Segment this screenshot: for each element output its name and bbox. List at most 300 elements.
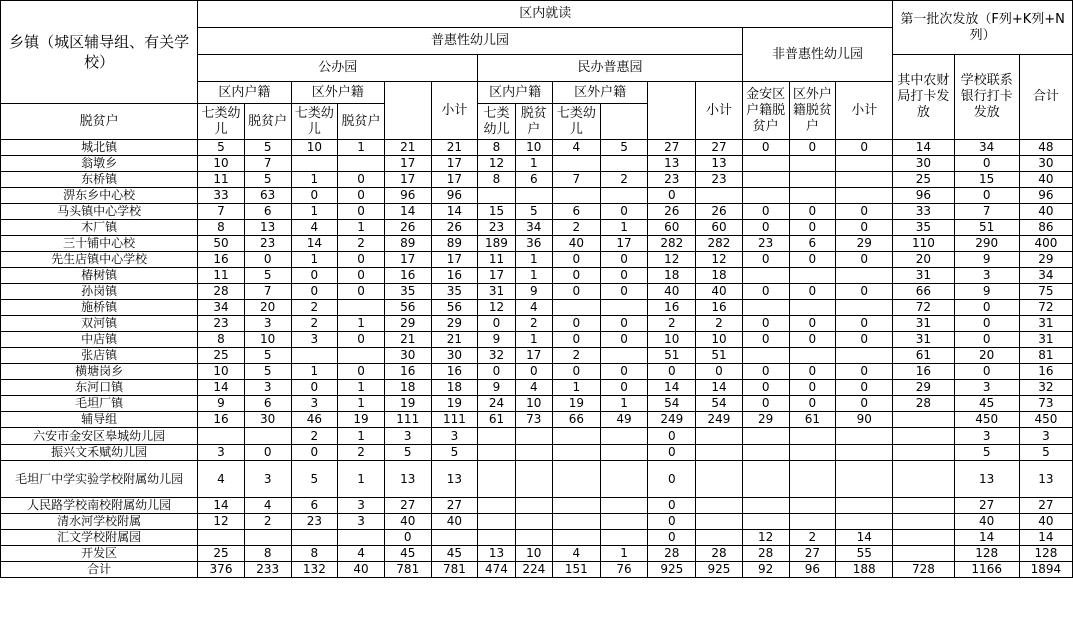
table-cell: 0 bbox=[696, 364, 743, 380]
table-cell: 1 bbox=[338, 380, 385, 396]
table-cell: 9 bbox=[478, 332, 515, 348]
table-cell: 2 bbox=[244, 514, 291, 530]
table-cell bbox=[836, 514, 893, 530]
table-cell bbox=[552, 530, 600, 546]
table-cell: 26 bbox=[696, 204, 743, 220]
table-cell: 11 bbox=[198, 172, 245, 188]
table-cell: 0 bbox=[789, 380, 836, 396]
table-row bbox=[1, 530, 1073, 546]
table-cell: 7 bbox=[198, 204, 245, 220]
table-cell: 0 bbox=[836, 252, 893, 268]
table-cell: 72 bbox=[893, 300, 954, 316]
table-cell: 7 bbox=[244, 284, 291, 300]
table-row bbox=[1, 498, 1073, 514]
header-bank-school: 学校联系银行打卡发放 bbox=[954, 55, 1019, 140]
table-cell: 25 bbox=[893, 172, 954, 188]
table-cell: 86 bbox=[1019, 220, 1072, 236]
table-cell: 0 bbox=[338, 364, 385, 380]
table-cell: 0 bbox=[648, 188, 696, 204]
table-cell: 46 bbox=[291, 412, 338, 428]
table-cell: 16 bbox=[384, 364, 431, 380]
table-cell: 3 bbox=[338, 498, 385, 514]
table-cell: 8 bbox=[198, 332, 245, 348]
table-cell bbox=[789, 461, 836, 498]
header-first-batch: 第一批次发放（F列+K列+N列） bbox=[893, 1, 1073, 55]
table-cell bbox=[515, 428, 552, 445]
table-cell: 4 bbox=[198, 461, 245, 498]
table-cell: 23 bbox=[478, 220, 515, 236]
table-cell: 34 bbox=[198, 300, 245, 316]
table-cell: 16 bbox=[648, 300, 696, 316]
table-cell: 21 bbox=[384, 332, 431, 348]
table-cell bbox=[478, 445, 515, 461]
header-private-outside-poverty: 脱贫户 bbox=[515, 104, 552, 140]
table-cell bbox=[893, 546, 954, 562]
table-cell: 0 bbox=[954, 332, 1019, 348]
table-cell: 0 bbox=[742, 316, 789, 332]
table-cell: 1 bbox=[515, 156, 552, 172]
table-cell: 60 bbox=[648, 220, 696, 236]
table-cell: 0 bbox=[291, 268, 338, 284]
table-cell: 16 bbox=[893, 364, 954, 380]
table-cell: 0 bbox=[648, 445, 696, 461]
table-cell: 13 bbox=[954, 461, 1019, 498]
table-cell: 31 bbox=[893, 332, 954, 348]
header-private: 民办普惠园 bbox=[478, 55, 743, 82]
table-cell: 10 bbox=[696, 332, 743, 348]
row-name: 清水河学校附属 bbox=[1, 514, 198, 530]
table-cell: 34 bbox=[515, 220, 552, 236]
table-cell bbox=[696, 461, 743, 498]
header-public-outside: 区外户籍 bbox=[291, 82, 384, 104]
table-row bbox=[1, 268, 1073, 284]
table-cell: 3 bbox=[244, 316, 291, 332]
table-cell: 51 bbox=[954, 220, 1019, 236]
header-non-puhui: 非普惠性幼儿园 bbox=[742, 28, 892, 82]
table-row bbox=[1, 236, 1073, 252]
table-cell: 0 bbox=[954, 156, 1019, 172]
table-cell: 73 bbox=[515, 412, 552, 428]
table-cell bbox=[244, 428, 291, 445]
table-cell: 34 bbox=[1019, 268, 1072, 284]
table-cell bbox=[836, 428, 893, 445]
table-cell bbox=[742, 300, 789, 316]
table-cell bbox=[338, 300, 385, 316]
table-cell: 0 bbox=[648, 461, 696, 498]
row-name: 木厂镇 bbox=[1, 220, 198, 236]
table-cell: 0 bbox=[836, 380, 893, 396]
table-cell: 17 bbox=[431, 172, 478, 188]
table-row bbox=[1, 284, 1073, 300]
table-cell: 3 bbox=[431, 428, 478, 445]
table-cell: 40 bbox=[1019, 172, 1072, 188]
table-cell: 0 bbox=[338, 268, 385, 284]
table-row bbox=[1, 364, 1073, 380]
header-public-local-seven: 七类幼儿 bbox=[198, 104, 245, 140]
row-name: 开发区 bbox=[1, 546, 198, 562]
row-name: 毛坦厂镇 bbox=[1, 396, 198, 412]
table-cell: 11 bbox=[478, 252, 515, 268]
table-cell: 4 bbox=[552, 546, 600, 562]
table-cell: 14 bbox=[1019, 530, 1072, 546]
table-cell: 0 bbox=[742, 220, 789, 236]
table-cell: 49 bbox=[600, 412, 648, 428]
table-cell bbox=[552, 498, 600, 514]
table-row bbox=[1, 204, 1073, 220]
table-cell: 0 bbox=[648, 364, 696, 380]
table-cell: 19 bbox=[384, 396, 431, 412]
table-cell bbox=[478, 188, 515, 204]
table-cell: 33 bbox=[893, 204, 954, 220]
table-cell: 16 bbox=[696, 300, 743, 316]
table-cell bbox=[836, 172, 893, 188]
table-cell: 0 bbox=[600, 380, 648, 396]
table-cell: 25 bbox=[198, 348, 245, 364]
table-cell: 781 bbox=[431, 562, 478, 578]
table-cell: 40 bbox=[696, 284, 743, 300]
table-cell: 400 bbox=[1019, 236, 1072, 252]
table-cell: 450 bbox=[1019, 412, 1072, 428]
table-cell bbox=[893, 530, 954, 546]
table-cell bbox=[515, 461, 552, 498]
table-cell: 18 bbox=[648, 268, 696, 284]
table-cell: 0 bbox=[836, 140, 893, 156]
row-name: 中店镇 bbox=[1, 332, 198, 348]
table-cell: 111 bbox=[431, 412, 478, 428]
table-cell: 3 bbox=[954, 268, 1019, 284]
table-cell: 0 bbox=[600, 316, 648, 332]
table-cell bbox=[244, 530, 291, 546]
table-cell: 1 bbox=[600, 546, 648, 562]
header-puhui: 普惠性幼儿园 bbox=[198, 28, 743, 55]
row-name: 三十铺中心校 bbox=[1, 236, 198, 252]
table-cell: 14 bbox=[198, 380, 245, 396]
header-outside-poverty: 区外户籍脱贫户 bbox=[789, 82, 836, 140]
table-cell bbox=[552, 188, 600, 204]
table-cell: 0 bbox=[515, 364, 552, 380]
table-cell: 1166 bbox=[954, 562, 1019, 578]
table-cell: 92 bbox=[742, 562, 789, 578]
table-cell: 0 bbox=[836, 332, 893, 348]
table-cell: 45 bbox=[384, 546, 431, 562]
table-cell: 96 bbox=[789, 562, 836, 578]
table-cell: 16 bbox=[431, 268, 478, 284]
table-cell: 30 bbox=[244, 412, 291, 428]
table-cell: 9 bbox=[515, 284, 552, 300]
table-cell bbox=[291, 348, 338, 364]
table-cell: 7 bbox=[552, 172, 600, 188]
table-cell: 0 bbox=[338, 252, 385, 268]
table-cell: 20 bbox=[893, 252, 954, 268]
table-cell: 1 bbox=[515, 252, 552, 268]
table-cell: 4 bbox=[244, 498, 291, 514]
table-cell: 14 bbox=[954, 530, 1019, 546]
table-cell bbox=[552, 461, 600, 498]
table-cell: 0 bbox=[338, 172, 385, 188]
table-cell: 188 bbox=[836, 562, 893, 578]
table-cell: 2 bbox=[291, 316, 338, 332]
table-cell: 5 bbox=[384, 445, 431, 461]
table-cell: 0 bbox=[742, 364, 789, 380]
table-cell: 23 bbox=[648, 172, 696, 188]
table-cell: 0 bbox=[600, 204, 648, 220]
table-cell: 3 bbox=[244, 380, 291, 396]
table-cell: 2 bbox=[600, 172, 648, 188]
table-cell: 10 bbox=[198, 156, 245, 172]
table-cell bbox=[600, 156, 648, 172]
table-cell: 10 bbox=[648, 332, 696, 348]
table-cell: 56 bbox=[431, 300, 478, 316]
table-cell: 4 bbox=[338, 546, 385, 562]
table-cell: 23 bbox=[742, 236, 789, 252]
table-cell: 3 bbox=[384, 428, 431, 445]
table-cell bbox=[836, 461, 893, 498]
table-cell: 29 bbox=[431, 316, 478, 332]
table-cell: 3 bbox=[291, 396, 338, 412]
table-cell: 1894 bbox=[1019, 562, 1072, 578]
table-cell: 96 bbox=[1019, 188, 1072, 204]
table-row bbox=[1, 252, 1073, 268]
table-cell bbox=[742, 445, 789, 461]
table-row bbox=[1, 461, 1073, 498]
table-cell: 2 bbox=[338, 445, 385, 461]
table-cell: 45 bbox=[954, 396, 1019, 412]
table-cell bbox=[696, 498, 743, 514]
table-cell: 3 bbox=[1019, 428, 1072, 445]
header-public-local: 区内户籍 bbox=[198, 82, 291, 104]
table-cell bbox=[836, 445, 893, 461]
table-cell: 0 bbox=[648, 428, 696, 445]
table-cell: 61 bbox=[789, 412, 836, 428]
table-cell: 0 bbox=[954, 188, 1019, 204]
table-cell bbox=[893, 428, 954, 445]
table-cell: 128 bbox=[954, 546, 1019, 562]
table-cell: 16 bbox=[198, 252, 245, 268]
table-cell: 13 bbox=[384, 461, 431, 498]
table-cell: 17 bbox=[600, 236, 648, 252]
table-cell: 0 bbox=[552, 364, 600, 380]
row-name: 振兴文禾赋幼儿园 bbox=[1, 445, 198, 461]
table-cell: 54 bbox=[648, 396, 696, 412]
table-cell: 23 bbox=[696, 172, 743, 188]
table-cell: 2 bbox=[552, 220, 600, 236]
table-cell: 8 bbox=[244, 546, 291, 562]
table-cell: 151 bbox=[552, 562, 600, 578]
table-cell: 2 bbox=[789, 530, 836, 546]
header-public-outside-seven: 七类幼儿 bbox=[291, 104, 338, 140]
table-cell: 17 bbox=[478, 268, 515, 284]
table-row bbox=[1, 380, 1073, 396]
table-cell bbox=[789, 348, 836, 364]
table-cell bbox=[600, 445, 648, 461]
table-cell: 73 bbox=[1019, 396, 1072, 412]
table-cell: 11 bbox=[198, 268, 245, 284]
table-cell: 10 bbox=[515, 546, 552, 562]
table-cell: 0 bbox=[552, 252, 600, 268]
table-cell: 29 bbox=[836, 236, 893, 252]
table-cell: 89 bbox=[384, 236, 431, 252]
table-cell: 249 bbox=[696, 412, 743, 428]
table-cell: 31 bbox=[478, 284, 515, 300]
row-name: 人民路学校南校附属幼儿园 bbox=[1, 498, 198, 514]
table-cell: 290 bbox=[954, 236, 1019, 252]
table-cell bbox=[600, 514, 648, 530]
table-cell: 6 bbox=[244, 396, 291, 412]
table-cell bbox=[789, 172, 836, 188]
table-cell: 34 bbox=[954, 140, 1019, 156]
row-name: 毛坦厂中学实验学校附属幼儿园 bbox=[1, 461, 198, 498]
table-cell: 0 bbox=[338, 188, 385, 204]
table-cell bbox=[552, 428, 600, 445]
table-cell: 8 bbox=[198, 220, 245, 236]
table-cell: 1 bbox=[552, 380, 600, 396]
table-cell: 282 bbox=[696, 236, 743, 252]
table-cell: 14 bbox=[431, 204, 478, 220]
row-name: 椿树镇 bbox=[1, 268, 198, 284]
table-cell bbox=[600, 188, 648, 204]
table-cell: 19 bbox=[552, 396, 600, 412]
table-cell: 40 bbox=[1019, 204, 1072, 220]
row-name: 城北镇 bbox=[1, 140, 198, 156]
table-cell: 35 bbox=[893, 220, 954, 236]
table-cell: 0 bbox=[384, 530, 431, 546]
table-cell: 2 bbox=[515, 316, 552, 332]
table-cell bbox=[552, 514, 600, 530]
table-cell: 5 bbox=[244, 348, 291, 364]
table-cell bbox=[515, 514, 552, 530]
table-cell: 96 bbox=[893, 188, 954, 204]
table-cell: 111 bbox=[384, 412, 431, 428]
table-cell: 5 bbox=[431, 445, 478, 461]
table-cell: 31 bbox=[1019, 316, 1072, 332]
table-cell: 13 bbox=[244, 220, 291, 236]
table-cell: 728 bbox=[893, 562, 954, 578]
table-cell: 233 bbox=[244, 562, 291, 578]
table-cell bbox=[431, 530, 478, 546]
table-cell: 0 bbox=[789, 220, 836, 236]
table-cell: 17 bbox=[431, 156, 478, 172]
table-cell: 0 bbox=[552, 268, 600, 284]
table-cell bbox=[478, 530, 515, 546]
table-cell: 2 bbox=[552, 348, 600, 364]
row-name: 六安市金安区皋城幼儿园 bbox=[1, 428, 198, 445]
table-cell bbox=[893, 412, 954, 428]
table-cell: 4 bbox=[515, 380, 552, 396]
table-cell: 6 bbox=[515, 172, 552, 188]
table-cell: 32 bbox=[478, 348, 515, 364]
table-cell: 0 bbox=[244, 445, 291, 461]
table-cell: 18 bbox=[696, 268, 743, 284]
table-cell: 0 bbox=[291, 380, 338, 396]
table-cell: 110 bbox=[893, 236, 954, 252]
table-cell bbox=[696, 530, 743, 546]
table-cell: 0 bbox=[552, 332, 600, 348]
table-cell: 0 bbox=[338, 204, 385, 220]
row-name: 淠东乡中心校 bbox=[1, 188, 198, 204]
table-cell: 30 bbox=[1019, 156, 1072, 172]
row-name: 孙岗镇 bbox=[1, 284, 198, 300]
table-cell: 1 bbox=[338, 140, 385, 156]
table-cell: 0 bbox=[954, 300, 1019, 316]
table-cell: 224 bbox=[515, 562, 552, 578]
table-cell bbox=[600, 348, 648, 364]
table-cell: 0 bbox=[600, 332, 648, 348]
table-cell bbox=[893, 498, 954, 514]
header-bank-nongcai: 其中农财局打卡发放 bbox=[893, 55, 954, 140]
table-cell: 6 bbox=[789, 236, 836, 252]
table-cell: 0 bbox=[338, 332, 385, 348]
table-cell: 9 bbox=[478, 380, 515, 396]
table-cell: 16 bbox=[431, 364, 478, 380]
table-cell: 40 bbox=[1019, 514, 1072, 530]
table-cell: 17 bbox=[431, 252, 478, 268]
table-cell: 474 bbox=[478, 562, 515, 578]
table-cell: 0 bbox=[600, 364, 648, 380]
table-cell bbox=[742, 188, 789, 204]
table-cell: 28 bbox=[893, 396, 954, 412]
table-cell: 1 bbox=[338, 220, 385, 236]
table-cell: 5 bbox=[1019, 445, 1072, 461]
table-cell: 14 bbox=[893, 140, 954, 156]
table-cell: 0 bbox=[742, 204, 789, 220]
table-cell: 0 bbox=[789, 204, 836, 220]
table-cell: 3 bbox=[338, 514, 385, 530]
table-cell bbox=[552, 445, 600, 461]
table-cell: 2 bbox=[696, 316, 743, 332]
table-cell: 61 bbox=[478, 412, 515, 428]
table-cell: 40 bbox=[338, 562, 385, 578]
table-cell: 17 bbox=[384, 156, 431, 172]
table-cell: 0 bbox=[836, 396, 893, 412]
table-cell: 21 bbox=[431, 140, 478, 156]
table-cell bbox=[789, 300, 836, 316]
table-cell: 12 bbox=[648, 252, 696, 268]
table-cell: 9 bbox=[198, 396, 245, 412]
table-cell: 27 bbox=[648, 140, 696, 156]
table-cell: 61 bbox=[893, 348, 954, 364]
table-cell: 9 bbox=[954, 252, 1019, 268]
table-cell: 35 bbox=[384, 284, 431, 300]
row-name: 施桥镇 bbox=[1, 300, 198, 316]
header-private-outside: 区外户籍 bbox=[552, 82, 647, 104]
header-jinan-poverty: 金安区户籍脱贫户 bbox=[742, 82, 789, 140]
row-name: 双河镇 bbox=[1, 316, 198, 332]
table-cell bbox=[742, 498, 789, 514]
table-cell: 66 bbox=[893, 284, 954, 300]
header-total: 合计 bbox=[1019, 55, 1072, 140]
table-cell: 5 bbox=[198, 140, 245, 156]
row-name: 辅导组 bbox=[1, 412, 198, 428]
table-cell: 23 bbox=[198, 316, 245, 332]
table-cell: 60 bbox=[696, 220, 743, 236]
table-cell: 21 bbox=[431, 332, 478, 348]
table-cell: 15 bbox=[478, 204, 515, 220]
table-cell: 2 bbox=[291, 428, 338, 445]
table-cell: 89 bbox=[431, 236, 478, 252]
table-cell bbox=[742, 348, 789, 364]
table-cell: 8 bbox=[478, 140, 515, 156]
table-cell bbox=[696, 188, 743, 204]
table-cell bbox=[478, 461, 515, 498]
table-cell: 8 bbox=[291, 546, 338, 562]
table-cell bbox=[742, 428, 789, 445]
total-row bbox=[1, 562, 1073, 578]
table-cell: 16 bbox=[198, 412, 245, 428]
row-name: 合计 bbox=[1, 562, 198, 578]
table-cell: 14 bbox=[198, 498, 245, 514]
table-row bbox=[1, 300, 1073, 316]
table-cell bbox=[696, 514, 743, 530]
